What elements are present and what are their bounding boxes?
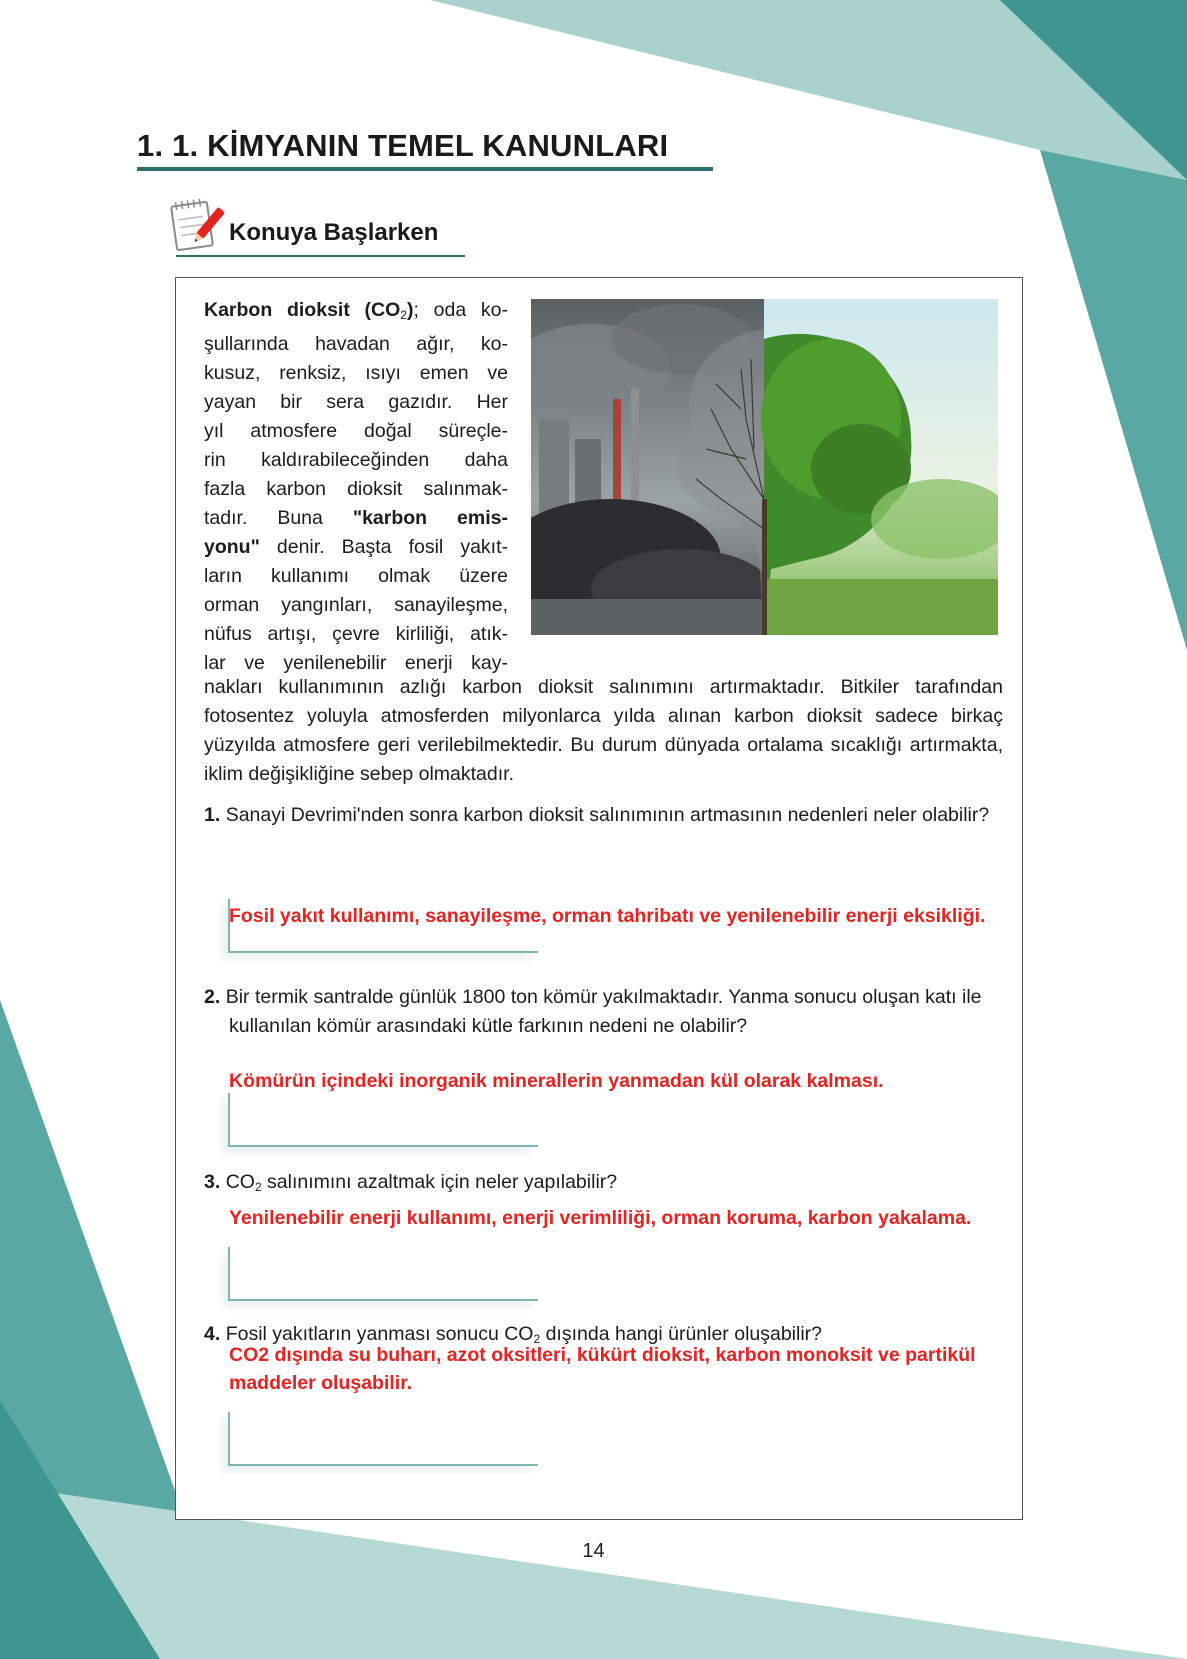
intro-line-12: nüfus artışı, çevre kirliliği, atık- <box>204 623 508 645</box>
intro-line-6: rin kaldırabileceğinden daha <box>204 449 508 471</box>
intro-line-10: ların kullanımı olmak üzere <box>204 565 508 587</box>
intro-line-13: lar ve yenilenebilir enerji kay- <box>204 652 508 674</box>
answer-1: Fosil yakıt kullanımı, sanayileşme, orman tahribatı ve yenilenebilir enerji eksikliği. <box>229 905 986 927</box>
section-subheading: Konuya Başlarken <box>229 219 439 246</box>
page-number: 14 <box>582 1540 605 1562</box>
answer-2: Kömürün içindeki inorganik minerallerin yanmadan kül olarak kalması. <box>229 1070 884 1092</box>
answer-line-4 <box>228 1412 538 1466</box>
intro-line-4: yayan bir sera gazıdır. Her <box>204 391 508 413</box>
intro-line-8: tadır. Buna "karbon emis- <box>204 507 508 529</box>
intro-narrow-column <box>204 296 508 678</box>
question-3: 3. $CO_2$ salınımını azaltmak için neler yapılabilir? <box>204 1171 618 1194</box>
intro-line-2: şullarında havadan ağır, ko- <box>204 333 508 355</box>
intro-continuation: nakları kullanımının azlığı karbon dioksit salınımını artırmaktadır. Bitkiler tarafından fotosentez yoluyla atmosferden milyonlarca yılda alınan karbon dioksit sadece birkaç yüzyılda atmosfere geri verilebilmektedir. Bu durum dünyada ortalama sıcaklığı artırmakta, iklim değişikliğine sebep olmaktadır. <box>204 676 1003 785</box>
intro-line-1: Karbon dioksit $(CO_2)$; oda ko- <box>204 299 508 322</box>
intro-line-9: yonu" denir. Başta fosil yakıt- <box>204 536 508 558</box>
intro-line-7: fazla karbon dioksit salınmak- <box>204 478 508 500</box>
right-teal-triangle <box>1040 150 1187 650</box>
question-2: 2. Bir termik santralde günlük 1800 ton kömür yakılmaktadır. Yanma sonucu oluşan katı ile kullanılan kömür arasındaki kütle farkının nedeni ne olabilir? <box>204 986 982 1037</box>
page-heading: 1. 1. KİMYANIN TEMEL KANUNLARI <box>137 128 669 163</box>
answer-line-3 <box>228 1247 538 1301</box>
question-1: 1. Sanayi Devrimi'nden sonra karbon dioksit salınımının artmasının nedenleri neler olabilir? <box>204 804 990 826</box>
answer-3: Yenilenebilir enerji kullanımı, enerji verimliliği, orman koruma, karbon yakalama. <box>229 1207 972 1229</box>
intro-line-11: orman yangınları, sanayileşme, <box>204 594 508 616</box>
intro-line-3: kusuz, renksiz, ısıyı emen ve <box>204 362 508 384</box>
question-4: 4. Fosil yakıtların yanması sonucu $CO_2$ dışında hangi ürünler oluşabilir? <box>204 1323 823 1346</box>
heading-underline <box>137 167 713 171</box>
answer-4: CO2 dışında su buharı, azot oksitleri, kükürt dioksit, karbon monoksit ve partikül maddeler oluşabilir. <box>229 1344 976 1394</box>
climate-tree-head-image <box>531 299 998 635</box>
intro-line-5: yıl atmosfere doğal süreçle- <box>204 420 508 442</box>
subheading-underline <box>176 255 465 257</box>
notepad-pen-icon <box>170 196 226 254</box>
answer-line-2 <box>228 1093 538 1147</box>
